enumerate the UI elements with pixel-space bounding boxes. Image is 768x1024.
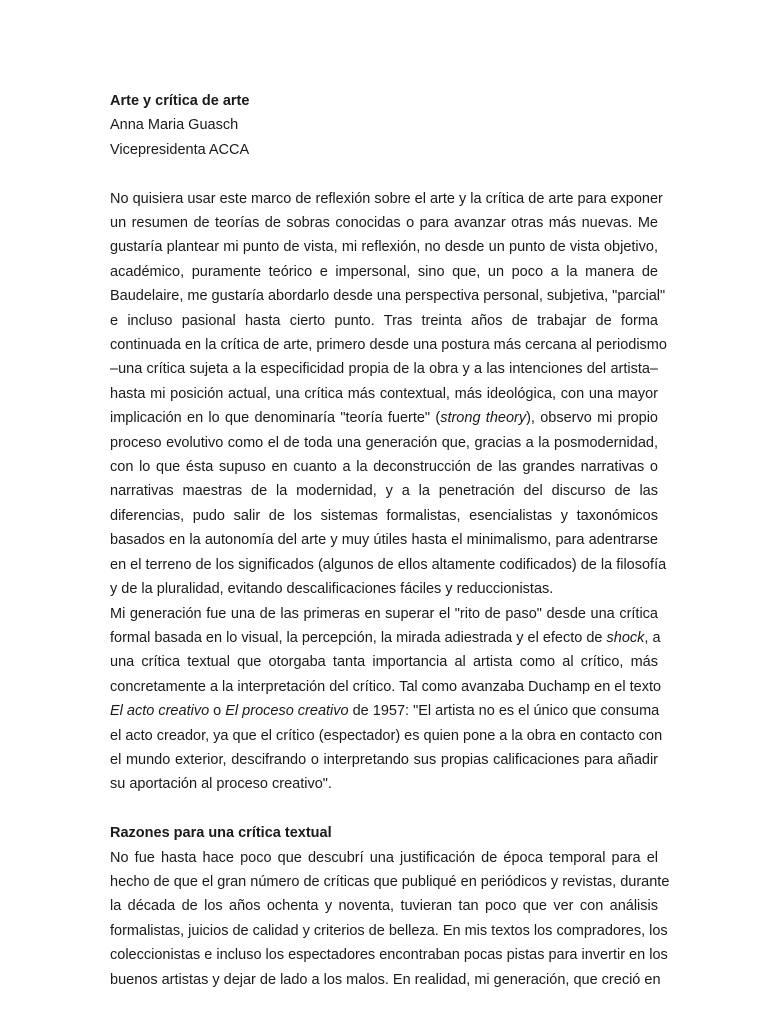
italic-title: El proceso creativo: [225, 703, 349, 720]
text-line: la década de los años ochenta y noventa, tuvieran tan poco que ver con análisis: [110, 898, 658, 915]
spacer: [110, 797, 658, 821]
text-line: un resumen de teorías de sobras conocidas o para avanzar otras más nuevas. Me: [110, 215, 658, 232]
text-segment: o: [209, 703, 226, 720]
text-line: continuada en la crítica de arte, primero desde una postura más cercana al periodismo: [110, 337, 667, 354]
text-line: [110, 406, 658, 430]
text-line: narrativas maestras de la modernidad, y a la penetración del discurso de las: [110, 483, 658, 500]
text-line: una crítica textual que otorgaba tanta importancia al artista como al crítico, más: [110, 654, 658, 671]
text-line: diferencias, pudo salir de los sistemas formalistas, esencialistas y taxonómicos: [110, 507, 658, 524]
text-line: formalistas, juicios de calidad y criterios de belleza. En mis textos los compradores, los: [110, 922, 668, 939]
text-line: basados en la autonomía del arte y muy útiles hasta el minimalismo, para adentrarse: [110, 532, 658, 549]
text-line: coleccionistas e incluso los espectadores encontraban pocas pistas para invertir en los: [110, 947, 668, 964]
italic-title: El acto creativo: [110, 703, 210, 720]
text-line: concretamente a la interpretación del crítico. Tal como avanzaba Duchamp en el texto: [110, 678, 662, 695]
text-line: su aportación al proceso creativo".: [110, 776, 332, 793]
text-line: [110, 626, 661, 650]
text-segment: implicación en lo que denominaría "teoría fuerte" (: [110, 410, 441, 427]
paragraph-2: [110, 602, 663, 797]
text-line: académico, puramente teórico e impersonal, sino que, un poco a la manera de: [110, 263, 658, 280]
italic-term: strong theory: [440, 410, 527, 427]
document-page: [110, 89, 670, 992]
text-line: con lo que ésta supuso en cuanto a la deconstrucción de las grandes narrativas o: [110, 459, 658, 476]
text-segment: ), observo mi propio: [526, 410, 658, 427]
text-line: Mi generación fue una de las primeras en superar el "rito de paso" desde una crítica: [110, 605, 658, 622]
text-line: proceso evolutivo como el de toda una generación que, gracias a la posmodernidad,: [110, 434, 658, 451]
spacer: [110, 162, 658, 186]
italic-term: shock: [606, 629, 645, 646]
text-line: No quisiera usar este marco de reflexión sobre el arte y la crítica de arte para exponer: [110, 190, 663, 207]
text-line: buenos artistas y dejar de lado a los malos. En realidad, mi generación, que creció en: [110, 971, 661, 988]
section-heading: Razones para una crítica textual: [110, 825, 332, 842]
author-role: Vicepresidenta ACCA: [110, 141, 250, 158]
text-line: hecho de que el gran número de críticas que publiqué en periódicos y revistas, durante: [110, 873, 670, 890]
document-title: Arte y crítica de arte: [110, 93, 250, 109]
text-line: y de la pluralidad, evitando descalificaciones fáciles y reduccionistas.: [110, 581, 554, 598]
text-line: el acto creador, ya que el crítico (espectador) es quien pone a la obra en contacto con: [110, 727, 663, 744]
text-line: No fue hasta hace poco que descubrí una justificación de época temporal para el: [110, 849, 658, 866]
text-segment: de 1957: "El artista no es el único que consuma: [348, 703, 660, 720]
author-name: Anna Maria Guasch: [110, 117, 239, 134]
text-line: Baudelaire, me gustaría abordarlo desde una perspectiva personal, subjetiva, "parcial": [110, 288, 666, 305]
paragraph-3: [110, 846, 670, 992]
text-line: en el terreno de los significados (algunos de ellos altamente codificados) de la filosofía: [110, 556, 667, 573]
paragraph-1: [110, 187, 667, 602]
text-line: e incluso pasional hasta cierto punto. Tras treinta años de trabajar de forma: [110, 312, 658, 329]
text-line: [110, 699, 658, 723]
text-segment: formal basada en lo visual, la percepción, la mirada adiestrada y el efecto de: [110, 629, 607, 646]
text-line: el mundo exterior, descifrando o interpretando sus propias calificaciones para añadir: [110, 751, 658, 768]
text-line: gustaría plantear mi punto de vista, mi reflexión, no desde un punto de vista objetivo,: [110, 239, 658, 256]
text-line: –una crítica sujeta a la especificidad propia de la obra y a las intenciones del artista–: [110, 361, 658, 378]
text-line: hasta mi posición actual, una crítica más contextual, más ideológica, con una mayor: [110, 385, 658, 402]
text-segment: , a: [644, 629, 661, 646]
